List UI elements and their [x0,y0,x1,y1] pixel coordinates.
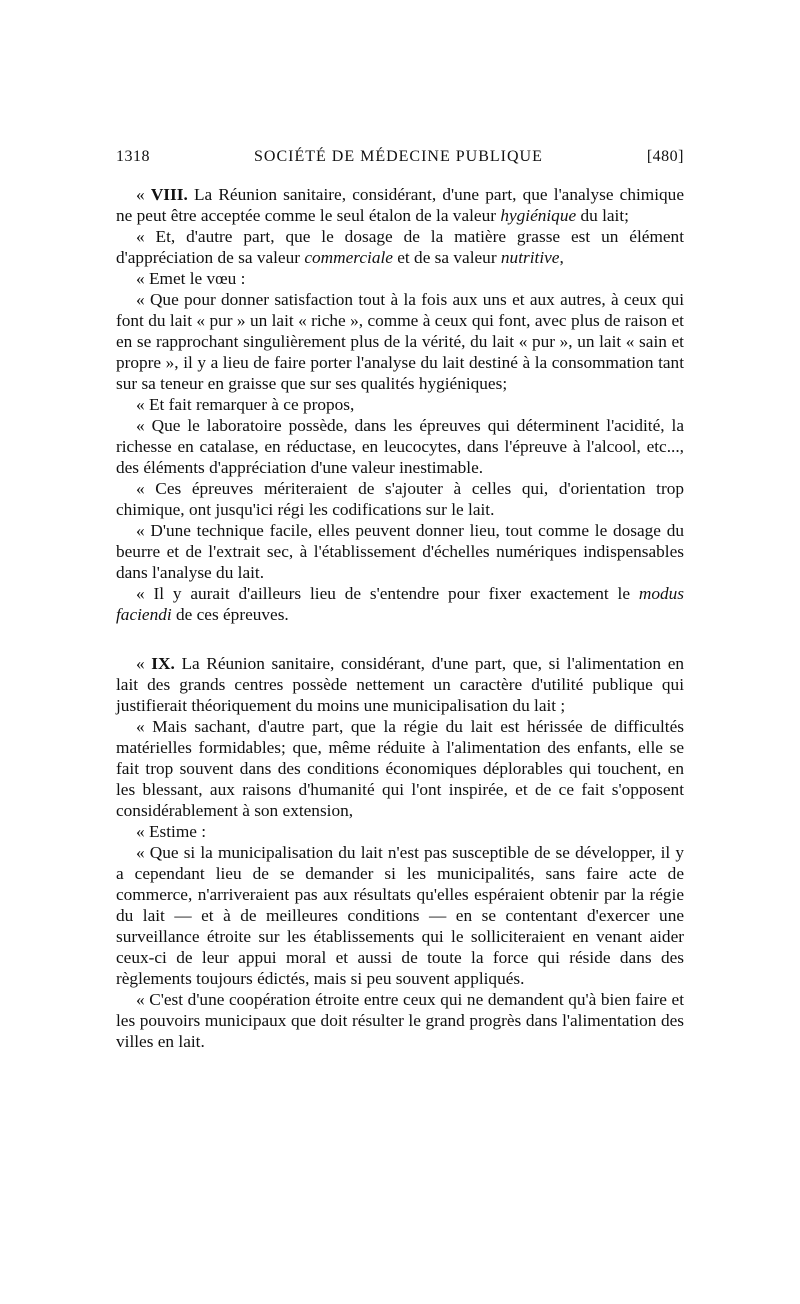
italic-term: nutritive [500,248,560,267]
italic-term: hygiénique [500,206,577,225]
body-text [116,184,684,1052]
section-ix [116,653,684,1052]
text-run: « Estime : [136,822,207,841]
paragraph [116,821,684,842]
section-viii [116,184,684,625]
paragraph [116,394,684,415]
text-run: « Emet le vœu : [136,269,246,288]
text-run: du lait; [576,206,629,225]
text-run: « Il y aurait d'ailleurs lieu de s'entendre pour fixer exactement le [136,584,639,603]
paragraph [116,989,684,1052]
italic-term: modus faciendi [116,584,684,624]
paragraph [116,583,684,625]
text-run: « [136,654,152,673]
paragraph [116,415,684,478]
text-run: « C'est d'une coopération étroite entre ceux qui ne demandent qu'à bien faire et les pouvoirs municipaux que doit résulter le grand progrès dans l'alimentation des villes en lait. [116,990,684,1051]
text-run: de ces épreuves. [171,605,289,624]
text-run: et de sa valeur [392,248,501,267]
text-run: La Réunion sanitaire, considérant, d'une part, que l'analyse chimique ne peut être acceptée comme le seul étalon de la valeur [116,185,684,225]
text-run: « Que le laboratoire possède, dans les épreuves qui déterminent l'acidité, la richesse en catalase, en réductase, en leucocytes, dans l'épreuve à l'alcool, etc..., des éléments d'appréciation d'une valeur inestimable. [116,416,684,477]
text-run: « D'une technique facile, elles peuvent donner lieu, tout comme le dosage du beurre et de l'extrait sec, à l'établissement d'échelles numériques indispensables dans l'analyse du lait. [116,521,684,582]
running-header [116,148,684,166]
text-run: « Mais sachant, d'autre part, que la régie du lait est hérissée de difficultés matérielles formidables; que, même réduite à l'alimentation des enfants, elle se fait trop souvent dans des conditions économiques déplorables qui touchent, en les blessant, aux raisons d'humanité qui l'ont inspirée, et de ce fait s'opposent considérablement à son extension, [116,717,684,820]
paragraph [116,520,684,583]
paragraph [116,478,684,520]
text-run: « Et, d'autre part, que le dosage de la matière grasse est un élément d'appréciation de sa valeur [116,227,684,267]
paragraph [116,226,684,268]
paragraph [116,289,684,394]
section-label: IX. [151,654,175,673]
bracket-number: [480] [646,148,684,165]
text-run: La Réunion sanitaire, considérant, d'une part, que, si l'alimentation en lait des grands centres possède nettement un caractère d'utilité publique qui justifierait théoriquement du moins une municipalisation du lait ; [116,654,685,715]
paragraph [116,653,684,716]
text-run: « Et fait remarquer à ce propos, [136,395,355,414]
italic-term: commerciale [304,248,393,267]
running-title: SOCIÉTÉ DE MÉDECINE PUBLIQUE [253,148,543,165]
paragraph [116,716,684,821]
text-run: , [559,248,564,267]
text-run: « Ces épreuves mériteraient de s'ajouter à celles qui, d'orientation trop chimique, ont jusqu'ici régi les codifications sur le lait. [116,479,684,519]
paragraph [116,842,684,989]
text-run: « Que si la municipalisation du lait n'est pas susceptible de se développer, il y a cependant lieu de se demander si les municipalités, sans faire acte de commerce, n'arriveraient pas aux résultats qu'elles espéraient obtenir par la régie du lait — et à de meilleures conditions — en se contentant d'exercer une surveillance étroite sur les établissements qui le solliciteraient en venant aider ceux-ci de leur appui moral et aussi de toute la force qui réside dans des règlements toujours édictés, mais si peu souvent appliqués. [116,843,684,988]
paragraph [116,184,684,226]
text-run: « [136,185,151,204]
paragraph [116,268,684,289]
text-run: « Que pour donner satisfaction tout à la fois aux uns et aux autres, à ceux qui font du lait « pur » un lait « riche », comme à ceux qui font, avec plus de raison et en se rapprochant singulièrement plus de la vérité, du lait « pur », un lait « sain et propre », il y a lieu de faire porter l'analyse du lait destiné à la consommation tant sur sa teneur en graisse que sur ses qualités hygiéniques; [116,290,684,393]
page-number: 1318 [116,148,150,165]
section-label: VIII. [150,185,188,204]
